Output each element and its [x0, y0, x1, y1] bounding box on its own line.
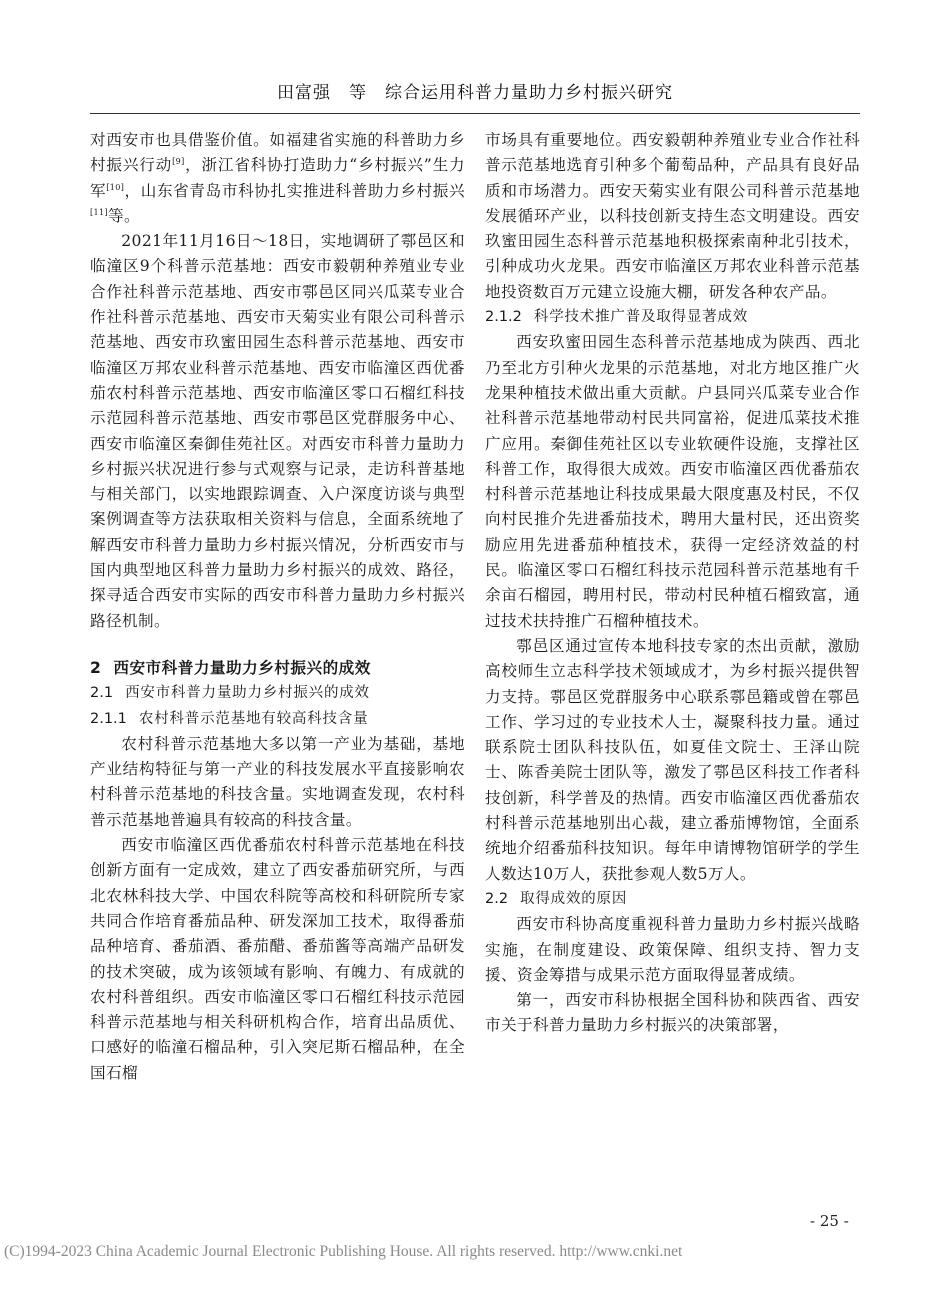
copyright-notice: (C)1994-2023 China Academic Journal Electronic Publishing House. All rights reserved. http://www.cnki.net [4, 1243, 683, 1260]
text-run: 等。 [108, 206, 141, 225]
text-run: ，山东省青岛市科协扎实推进科普助力乡村振兴 [124, 181, 465, 200]
section-gap [90, 634, 465, 656]
section-heading-2 [90, 656, 465, 681]
paragraph-intro-continued [90, 128, 465, 229]
paragraph-first-reason: 第一，西安市科协根据全国科协和陕西省、西安市关于科普力量助力乡村振兴的决策部署， [485, 991, 860, 1035]
section-title: 科学技术推广普及取得显著成效 [533, 309, 749, 326]
section-heading-2-1-2 [485, 305, 860, 330]
paragraph-tech-content: 农村科普示范基地大多以第一产业为基础，基地产业结构特征与第一产业的科技发展水平直接影响农村科普示范基地的科技含量。实地调查发现，农村科普示范基地普遍具有较高的科技含量。 [90, 734, 465, 829]
section-number: 2.1.1 [90, 710, 127, 727]
section-title: 西安市科普力量助力乡村振兴的成效 [113, 658, 371, 677]
text-run: 对西安市也具借鉴价值。如福建省实施的科普助力乡村振兴行动 [90, 131, 465, 175]
page-number: - 25 - [810, 1212, 849, 1230]
section-heading-2-1 [90, 681, 465, 706]
text-run: ，浙江省科协打造助力“乡村振兴”生力军 [90, 156, 465, 200]
section-number: 2 [90, 658, 102, 677]
paragraph-market-continued: 市场具有重要地位。西安毅朝种养殖业专业合作社科普示范基地选育引种多个葡萄品种，产品具有良好品质和市场潜力。西安天菊实业有限公司科普示范基地发展循环产业，以科技创新支持生态文明建设。西安玖蜜田园生态科普示范基地积极探索南种北引技术，引种成功火龙果。西安市临潼区万邦农业科普示范基地投资数百万元建立设施大棚，研发各种农产品。 [485, 131, 860, 301]
section-title: 农村科普示范基地有较高科技含量 [138, 710, 369, 727]
right-column [485, 128, 860, 1039]
citation-ref[interactable]: [9] [172, 157, 185, 167]
section-title: 西安市科普力量助力乡村振兴的成效 [125, 685, 370, 702]
section-heading-2-1-1 [90, 707, 465, 732]
section-number: 2.1.2 [485, 309, 522, 326]
paragraph-huyi-experts: 鄠邑区通过宣传本地科技专家的杰出贡献，激励高校师生立志科学技术领域成才，为乡村振兴提供智力支持。鄠邑区党群服务中心联系鄠邑籍或曾在鄠邑工作、学习过的专业技术人士，凝聚科技力量。通过联系院士团队科技队伍，如夏佳文院士、王泽山院士、陈香美院士团队等，激发了鄠邑区科技工作者科技创新，科学普及的热情。西安市临潼区西优番茄农村科普示范基地别出心裁，建立番茄博物馆，全面系统地介绍番茄科技知识。每年申请博物馆研学的学生人数达10万人，获批参观人数5万人。 [485, 636, 860, 883]
section-title: 取得成效的原因 [520, 890, 628, 907]
running-header: 田富强 等 综合运用科普力量助力乡村振兴研究 [277, 83, 673, 103]
left-column [90, 128, 465, 1086]
section-heading-2-2 [485, 887, 860, 912]
paragraph-field-survey: 2021年11月16日～18日，实地调研了鄠邑区和临潼区9个科普示范基地：西安市毅朝种养殖业专业合作社科普示范基地、西安市鄠邑区同兴瓜菜专业合作社科普示范基地、西安市天菊实业有限公司科普示范基地、西安市玖蜜田园生态科普示范基地、西安市临潼区万邦农业科普示范基地、西安市临潼区西优番茄农村科普示范基地、西安市临潼区零口石榴红科技示范园科普示范基地、西安市鄠邑区党群服务中心、西安市临潼区秦御佳苑社区。对西安市科普力量助力乡村振兴状况进行参与式观察与记录，走访科普基地与相关部门，以实地跟踪调查、入户深度访谈与典型案例调查等方法获取相关资料与信息，全面系统地了解西安市科普力量助力乡村振兴情况，分析西安市与国内典型地区科普力量助力乡村振兴的成效、路径，探寻适合西安市实际的西安市科普力量助力乡村振兴路径机制。 [90, 232, 465, 630]
citation-ref[interactable]: [10] [106, 182, 125, 192]
citation-ref[interactable]: [11] [90, 207, 109, 217]
section-number: 2.2 [485, 890, 509, 907]
paragraph-tech-promotion: 西安玖蜜田园生态科普示范基地成为陕西、西北乃至北方引种火龙果的示范基地，对北方地区推广火龙果种植技术做出重大贡献。户县同兴瓜菜专业合作社科普示范基地带动村民共同富裕，促进瓜菜技术推广应用。秦御佳苑社区以专业软硬件设施，支撑社区科普工作，取得很大成效。西安市临潼区西优番茄农村科普示范基地让科技成果最大限度惠及村民，不仅向村民推介先进番茄技术，聘用大量村民，还出资奖励应用先进番茄种植技术，获得一定经济效益的村民。临潼区零口石榴红科技示范园科普示范基地有千余亩石榴园，聘用村民，带动村民种植石榴致富，通过技术扶持推广石榴种植技术。 [485, 333, 860, 630]
paragraph-xiyou-tomato: 西安市临潼区西优番茄农村科普示范基地在科技创新方面有一定成效，建立了西安番茄研究所，与西北农林科技大学、中国农科院等高校和科研院所专家共同合作培育番茄品种、研发深加工技术，取得番茄品种培育、番茄酒、番茄醋、番茄酱等高端产品研发的技术突破，成为该领域有影响、有魄力、有成就的农村科普组织。西安市临潼区零口石榴红科技示范园科普示范基地与相关科研机构合作，培育出品质优、口感好的临潼石榴品种，引入突尼斯石榴品种，在全国石榴 [90, 836, 465, 1082]
section-number: 2.1 [90, 685, 114, 702]
header-rule [90, 113, 860, 114]
paragraph-reasons: 西安市科协高度重视科普力量助力乡村振兴战略实施，在制度建设、政策保障、组织支持、智力支援、资金筹措与成果示范方面取得显著成绩。 [485, 915, 860, 984]
